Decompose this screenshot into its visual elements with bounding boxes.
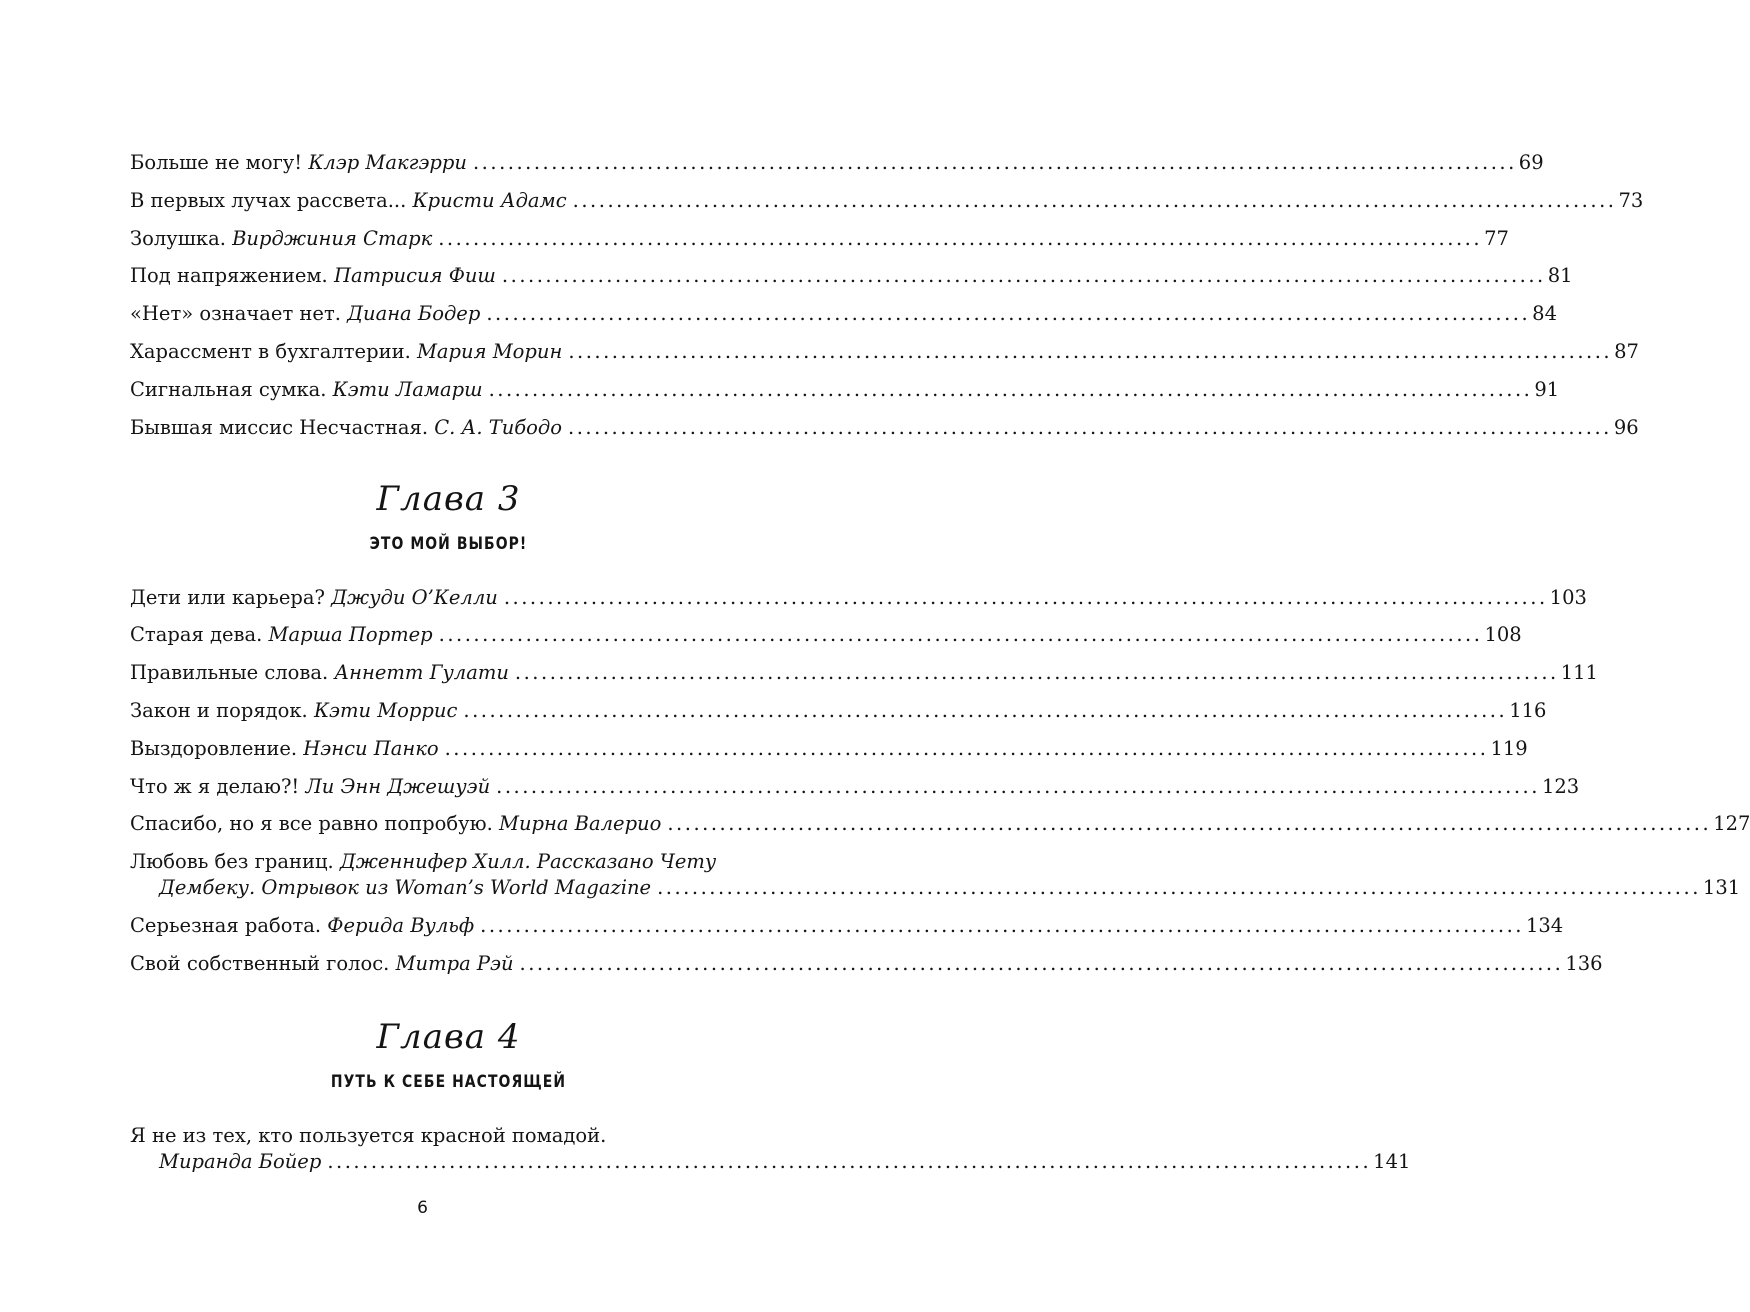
entry-title: Больше не могу! (130, 151, 309, 174)
dot-leader: ........................................................................................................................ (503, 585, 1548, 609)
chapter-heading (130, 1017, 767, 1093)
toc-entry[interactable] (130, 736, 1528, 762)
entry-author: Вирджиния Старк (232, 226, 433, 250)
table-of-contents (130, 150, 1750, 1187)
entry-title: Золушка. (130, 226, 233, 250)
toc-entry[interactable] (130, 377, 1560, 403)
entry-page-number: 116 (1509, 698, 1547, 722)
entry-author: Марша Портер (268, 623, 433, 647)
entry-author-continued: Дембеку. Отрывок из Woman’s World Magazine (159, 876, 652, 900)
dot-leader: ........................................................................................................................ (568, 339, 1613, 363)
dot-leader: ........................................................................................................................ (519, 951, 1564, 975)
entry-page-number: 103 (1549, 585, 1587, 609)
toc-entry[interactable] (130, 263, 1573, 289)
toc-entry[interactable] (130, 698, 1547, 724)
dot-leader: ........................................................................................................................ (327, 1149, 1372, 1173)
entry-page-number: 108 (1484, 623, 1522, 647)
toc-entry[interactable] (130, 849, 1741, 901)
entry-author: Диана Бодер (347, 302, 481, 326)
entry-title: Закон и порядок. (130, 698, 314, 722)
toc-entry[interactable] (130, 951, 1603, 977)
dot-leader: ........................................................................................................................ (514, 661, 1559, 685)
entry-page-number: 134 (1525, 914, 1564, 938)
entry-author: Мария Морин (416, 339, 563, 363)
entry-author: Мирна Валерио (498, 812, 662, 836)
entry-author: Кэти Моррис (313, 698, 458, 722)
entry-author: С. А. Тибодо (434, 415, 563, 439)
entry-title: «Нет» означает нет. (130, 302, 348, 326)
page-number: 6 (417, 1198, 428, 1218)
dot-leader: ........................................................................................................................ (444, 736, 1489, 760)
chapter-title: Глава 3 (376, 478, 521, 519)
dot-leader: ........................................................................................................................ (496, 774, 1540, 798)
dot-leader: ........................................................................................................................ (486, 302, 1531, 326)
toc-entry[interactable] (130, 301, 1557, 327)
chapter-subtitle: ПУТЬ К СЕБЕ НАСТОЯЩЕЙ (330, 1071, 567, 1092)
entry-title: Серьезная работа. (130, 914, 328, 938)
entry-title: Харассмент в бухгалтерии. (130, 339, 417, 363)
toc-entry[interactable] (130, 339, 1639, 365)
entry-title: Выздоровление. (130, 736, 304, 760)
entry-title: Правильные слова. (130, 661, 335, 685)
dot-leader: ........................................................................................................................ (438, 623, 1483, 647)
dot-leader: ........................................................................................................................ (463, 698, 1508, 722)
entry-author: Нэнси Панко (303, 736, 439, 760)
dot-leader: ........................................................................................................................ (572, 188, 1617, 212)
entry-page-number: 123 (1541, 774, 1580, 798)
entry-title: Что ж я делаю?! (130, 774, 306, 798)
entry-title: Дети или карьера? (130, 585, 332, 609)
entry-author: Аннетт Гулати (334, 661, 509, 685)
entry-author: Патрисия Фиш (333, 264, 496, 288)
toc-entry[interactable] (130, 585, 1587, 611)
entry-author-continued: Миранда Бойер (159, 1149, 322, 1173)
dot-leader: ........................................................................................................................ (568, 415, 1612, 439)
toc-entry[interactable] (130, 415, 1639, 441)
entry-author: Джуди О’Келли (331, 585, 498, 609)
toc-entry[interactable] (130, 622, 1522, 648)
dot-leader: ........................................................................................................................ (501, 264, 1546, 288)
entry-author: Дженнифер Хилл. Рассказано Чету (339, 850, 717, 874)
entry-page-number: 91 (1534, 377, 1560, 401)
entry-author: Митра Рэй (395, 951, 514, 975)
entry-title: Спасибо, но я все равно попробую. (130, 812, 499, 836)
dot-leader: ........................................................................................................................ (438, 226, 1483, 250)
entry-page-number: 119 (1490, 736, 1528, 760)
entry-title: Под напряжением. (130, 264, 334, 288)
entry-page-number: 81 (1547, 264, 1573, 288)
chapter-heading (130, 479, 767, 555)
entry-title: Бывшая миссис Несчастная. (130, 415, 435, 439)
entry-page-number: 127 (1713, 812, 1750, 836)
entry-page-number: 131 (1702, 876, 1741, 900)
toc-entry[interactable] (130, 150, 1544, 176)
dot-leader: ........................................................................................................................ (480, 914, 1524, 938)
entry-page-number: 87 (1614, 339, 1639, 363)
toc-entry[interactable] (130, 1123, 1411, 1175)
dot-leader: ........................................................................................................................ (657, 876, 1701, 900)
entry-page-number: 84 (1532, 302, 1557, 326)
entry-author: Клэр Макгэрри (308, 151, 467, 174)
toc-entry[interactable] (130, 811, 1750, 837)
dot-leader: ........................................................................................................................ (667, 812, 1712, 836)
entry-title: В первых лучах рассвета... (130, 188, 413, 212)
entry-author: Ферида Вульф (327, 914, 475, 938)
toc-entry[interactable] (130, 188, 1644, 214)
entry-title: Сигнальная сумка. (130, 377, 333, 401)
entry-page-number: 69 (1518, 151, 1544, 174)
toc-entry[interactable] (130, 660, 1598, 686)
entry-author: Ли Энн Джешуэй (305, 774, 491, 798)
entry-title: Я не из тех, кто пользуется красной помадой. (130, 1123, 607, 1147)
toc-entry[interactable] (130, 774, 1580, 800)
entry-page-number: 136 (1565, 951, 1603, 975)
entry-page-number: 77 (1484, 226, 1509, 250)
entry-author: Кристи Адамс (412, 188, 567, 212)
dot-leader: ........................................................................................................................ (488, 377, 1533, 401)
entry-page-number: 96 (1613, 415, 1639, 439)
entry-author: Кэти Ламарш (332, 377, 483, 401)
entry-title: Любовь без границ. (130, 850, 340, 874)
toc-entry[interactable] (130, 226, 1509, 252)
toc-entry[interactable] (130, 913, 1564, 939)
entry-page-number: 73 (1618, 188, 1644, 212)
entry-title: Свой собственный голос. (130, 951, 396, 975)
chapter-title: Глава 4 (376, 1016, 521, 1057)
dot-leader: ........................................................................................................................ (472, 151, 1517, 174)
entry-page-number: 141 (1373, 1149, 1411, 1173)
entry-title: Старая дева. (130, 623, 269, 647)
entry-page-number: 111 (1560, 661, 1598, 685)
chapter-subtitle: ЭТО МОЙ ВЫБОР! (369, 533, 528, 554)
